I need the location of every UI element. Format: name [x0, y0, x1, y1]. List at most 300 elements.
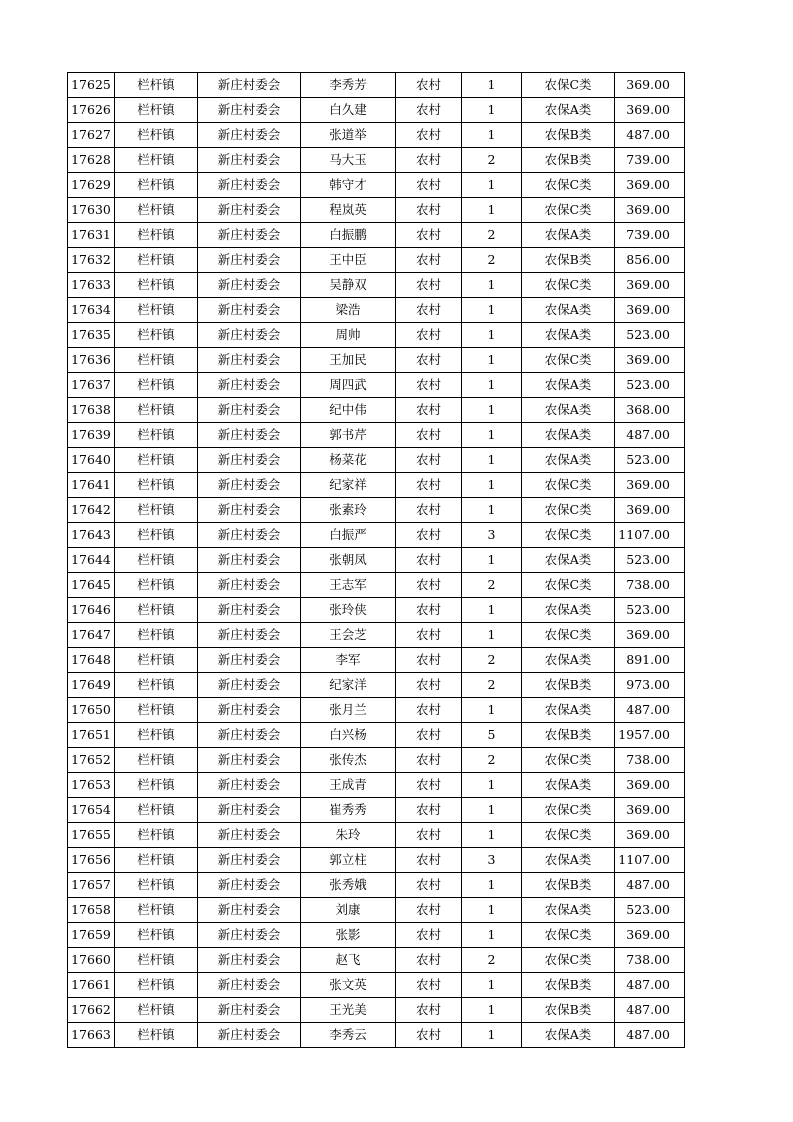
cell-town: 栏杆镇 [115, 348, 198, 373]
cell-record-id: 17640 [68, 448, 115, 473]
cell-area: 农村 [396, 848, 462, 873]
table-row [68, 448, 685, 473]
cell-name: 杨菜花 [301, 448, 396, 473]
cell-category: 农保B类 [522, 673, 615, 698]
table-row [68, 498, 685, 523]
cell-town: 栏杆镇 [115, 298, 198, 323]
cell-area: 农村 [396, 748, 462, 773]
cell-category: 农保B类 [522, 123, 615, 148]
cell-amount: 369.00 [615, 798, 685, 823]
cell-area: 农村 [396, 998, 462, 1023]
cell-name: 李军 [301, 648, 396, 673]
table-row [68, 373, 685, 398]
cell-record-id: 17652 [68, 748, 115, 773]
table-row [68, 673, 685, 698]
cell-amount: 487.00 [615, 423, 685, 448]
cell-amount: 523.00 [615, 598, 685, 623]
cell-amount: 369.00 [615, 623, 685, 648]
cell-amount: 369.00 [615, 498, 685, 523]
cell-area: 农村 [396, 123, 462, 148]
cell-count: 1 [462, 373, 522, 398]
cell-village: 新庄村委会 [198, 323, 301, 348]
cell-category: 农保A类 [522, 648, 615, 673]
table-row [68, 648, 685, 673]
cell-record-id: 17661 [68, 973, 115, 998]
cell-count: 1 [462, 898, 522, 923]
table-row [68, 123, 685, 148]
cell-name: 周帅 [301, 323, 396, 348]
cell-village: 新庄村委会 [198, 548, 301, 573]
table-row [68, 1023, 685, 1048]
cell-village: 新庄村委会 [198, 698, 301, 723]
cell-amount: 369.00 [615, 823, 685, 848]
cell-amount: 487.00 [615, 123, 685, 148]
cell-name: 白久建 [301, 98, 396, 123]
cell-category: 农保B类 [522, 998, 615, 1023]
cell-category: 农保C类 [522, 73, 615, 98]
cell-village: 新庄村委会 [198, 723, 301, 748]
cell-record-id: 17646 [68, 598, 115, 623]
cell-amount: 369.00 [615, 298, 685, 323]
cell-name: 李秀芳 [301, 73, 396, 98]
cell-village: 新庄村委会 [198, 273, 301, 298]
cell-village: 新庄村委会 [198, 98, 301, 123]
table-row [68, 898, 685, 923]
cell-category: 农保B类 [522, 873, 615, 898]
table-row [68, 948, 685, 973]
cell-area: 农村 [396, 773, 462, 798]
cell-town: 栏杆镇 [115, 923, 198, 948]
cell-village: 新庄村委会 [198, 248, 301, 273]
cell-count: 3 [462, 523, 522, 548]
cell-count: 1 [462, 398, 522, 423]
cell-name: 王中臣 [301, 248, 396, 273]
cell-name: 王志军 [301, 573, 396, 598]
cell-town: 栏杆镇 [115, 773, 198, 798]
cell-name: 白振鹏 [301, 223, 396, 248]
cell-category: 农保C类 [522, 198, 615, 223]
cell-name: 程岚英 [301, 198, 396, 223]
cell-name: 王光美 [301, 998, 396, 1023]
cell-area: 农村 [396, 448, 462, 473]
cell-category: 农保C类 [522, 523, 615, 548]
cell-record-id: 17625 [68, 73, 115, 98]
cell-town: 栏杆镇 [115, 123, 198, 148]
cell-name: 王加民 [301, 348, 396, 373]
cell-amount: 369.00 [615, 173, 685, 198]
cell-amount: 738.00 [615, 948, 685, 973]
cell-amount: 739.00 [615, 223, 685, 248]
records-table [67, 72, 685, 1048]
cell-area: 农村 [396, 823, 462, 848]
cell-category: 农保A类 [522, 398, 615, 423]
cell-town: 栏杆镇 [115, 548, 198, 573]
cell-village: 新庄村委会 [198, 123, 301, 148]
cell-village: 新庄村委会 [198, 773, 301, 798]
cell-village: 新庄村委会 [198, 148, 301, 173]
cell-category: 农保A类 [522, 298, 615, 323]
cell-area: 农村 [396, 648, 462, 673]
cell-area: 农村 [396, 423, 462, 448]
cell-name: 白振严 [301, 523, 396, 548]
cell-record-id: 17639 [68, 423, 115, 448]
cell-category: 农保A类 [522, 848, 615, 873]
cell-category: 农保C类 [522, 173, 615, 198]
cell-record-id: 17645 [68, 573, 115, 598]
cell-area: 农村 [396, 248, 462, 273]
cell-area: 农村 [396, 923, 462, 948]
cell-record-id: 17656 [68, 848, 115, 873]
cell-count: 1 [462, 998, 522, 1023]
cell-category: 农保C类 [522, 573, 615, 598]
cell-village: 新庄村委会 [198, 173, 301, 198]
cell-village: 新庄村委会 [198, 573, 301, 598]
cell-village: 新庄村委会 [198, 748, 301, 773]
cell-category: 农保A类 [522, 898, 615, 923]
cell-count: 1 [462, 448, 522, 473]
table-row [68, 798, 685, 823]
cell-record-id: 17660 [68, 948, 115, 973]
cell-town: 栏杆镇 [115, 973, 198, 998]
cell-area: 农村 [396, 348, 462, 373]
cell-count: 2 [462, 248, 522, 273]
cell-town: 栏杆镇 [115, 898, 198, 923]
cell-area: 农村 [396, 723, 462, 748]
cell-name: 梁浩 [301, 298, 396, 323]
cell-village: 新庄村委会 [198, 673, 301, 698]
cell-amount: 369.00 [615, 273, 685, 298]
cell-record-id: 17635 [68, 323, 115, 348]
cell-record-id: 17630 [68, 198, 115, 223]
cell-amount: 369.00 [615, 198, 685, 223]
cell-town: 栏杆镇 [115, 1023, 198, 1048]
cell-count: 1 [462, 173, 522, 198]
cell-name: 郭立柱 [301, 848, 396, 873]
table-row [68, 523, 685, 548]
table-row [68, 348, 685, 373]
cell-count: 5 [462, 723, 522, 748]
cell-record-id: 17628 [68, 148, 115, 173]
cell-record-id: 17648 [68, 648, 115, 673]
cell-area: 农村 [396, 598, 462, 623]
cell-town: 栏杆镇 [115, 623, 198, 648]
cell-count: 2 [462, 573, 522, 598]
cell-amount: 369.00 [615, 773, 685, 798]
cell-town: 栏杆镇 [115, 798, 198, 823]
cell-name: 张秀娥 [301, 873, 396, 898]
cell-town: 栏杆镇 [115, 673, 198, 698]
cell-name: 张影 [301, 923, 396, 948]
table-row [68, 923, 685, 948]
cell-town: 栏杆镇 [115, 573, 198, 598]
cell-town: 栏杆镇 [115, 848, 198, 873]
cell-area: 农村 [396, 573, 462, 598]
cell-record-id: 17636 [68, 348, 115, 373]
cell-record-id: 17650 [68, 698, 115, 723]
cell-count: 1 [462, 323, 522, 348]
cell-village: 新庄村委会 [198, 73, 301, 98]
cell-count: 3 [462, 848, 522, 873]
cell-amount: 487.00 [615, 1023, 685, 1048]
cell-village: 新庄村委会 [198, 498, 301, 523]
cell-name: 周四武 [301, 373, 396, 398]
cell-area: 农村 [396, 873, 462, 898]
cell-amount: 487.00 [615, 873, 685, 898]
cell-count: 1 [462, 273, 522, 298]
cell-village: 新庄村委会 [198, 473, 301, 498]
cell-village: 新庄村委会 [198, 898, 301, 923]
cell-amount: 738.00 [615, 573, 685, 598]
cell-category: 农保A类 [522, 223, 615, 248]
cell-area: 农村 [396, 223, 462, 248]
cell-record-id: 17626 [68, 98, 115, 123]
cell-amount: 369.00 [615, 98, 685, 123]
cell-amount: 487.00 [615, 698, 685, 723]
table-row [68, 398, 685, 423]
table-row [68, 473, 685, 498]
cell-name: 白兴杨 [301, 723, 396, 748]
cell-count: 1 [462, 473, 522, 498]
cell-name: 张文英 [301, 973, 396, 998]
cell-town: 栏杆镇 [115, 273, 198, 298]
cell-record-id: 17662 [68, 998, 115, 1023]
cell-village: 新庄村委会 [198, 848, 301, 873]
cell-amount: 487.00 [615, 973, 685, 998]
cell-town: 栏杆镇 [115, 873, 198, 898]
cell-amount: 369.00 [615, 923, 685, 948]
cell-category: 农保C类 [522, 948, 615, 973]
cell-village: 新庄村委会 [198, 923, 301, 948]
cell-record-id: 17634 [68, 298, 115, 323]
cell-village: 新庄村委会 [198, 598, 301, 623]
cell-amount: 1957.00 [615, 723, 685, 748]
cell-village: 新庄村委会 [198, 798, 301, 823]
cell-record-id: 17647 [68, 623, 115, 648]
cell-record-id: 17643 [68, 523, 115, 548]
cell-count: 1 [462, 623, 522, 648]
cell-name: 纪中伟 [301, 398, 396, 423]
cell-record-id: 17653 [68, 773, 115, 798]
cell-count: 1 [462, 73, 522, 98]
cell-category: 农保C类 [522, 748, 615, 773]
cell-area: 农村 [396, 273, 462, 298]
cell-record-id: 17632 [68, 248, 115, 273]
cell-record-id: 17649 [68, 673, 115, 698]
cell-name: 张玲侠 [301, 598, 396, 623]
cell-town: 栏杆镇 [115, 648, 198, 673]
cell-amount: 891.00 [615, 648, 685, 673]
cell-town: 栏杆镇 [115, 373, 198, 398]
cell-area: 农村 [396, 548, 462, 573]
cell-count: 1 [462, 98, 522, 123]
cell-name: 张传杰 [301, 748, 396, 773]
cell-count: 1 [462, 123, 522, 148]
cell-count: 1 [462, 348, 522, 373]
cell-count: 1 [462, 548, 522, 573]
cell-area: 农村 [396, 98, 462, 123]
cell-amount: 487.00 [615, 998, 685, 1023]
table-row [68, 698, 685, 723]
cell-amount: 523.00 [615, 448, 685, 473]
cell-category: 农保A类 [522, 698, 615, 723]
cell-village: 新庄村委会 [198, 373, 301, 398]
cell-name: 王会芝 [301, 623, 396, 648]
cell-record-id: 17629 [68, 173, 115, 198]
cell-amount: 973.00 [615, 673, 685, 698]
table-row [68, 823, 685, 848]
cell-record-id: 17638 [68, 398, 115, 423]
table-row [68, 723, 685, 748]
cell-category: 农保A类 [522, 773, 615, 798]
cell-category: 农保A类 [522, 448, 615, 473]
table-row [68, 573, 685, 598]
cell-name: 李秀云 [301, 1023, 396, 1048]
table-row [68, 773, 685, 798]
cell-village: 新庄村委会 [198, 523, 301, 548]
cell-category: 农保B类 [522, 723, 615, 748]
table-row [68, 223, 685, 248]
cell-name: 王成青 [301, 773, 396, 798]
table-row [68, 73, 685, 98]
cell-record-id: 17644 [68, 548, 115, 573]
cell-town: 栏杆镇 [115, 173, 198, 198]
cell-count: 2 [462, 148, 522, 173]
cell-record-id: 17631 [68, 223, 115, 248]
table-row [68, 273, 685, 298]
cell-record-id: 17642 [68, 498, 115, 523]
cell-town: 栏杆镇 [115, 823, 198, 848]
cell-area: 农村 [396, 73, 462, 98]
cell-name: 张素玲 [301, 498, 396, 523]
cell-amount: 369.00 [615, 348, 685, 373]
cell-area: 农村 [396, 798, 462, 823]
cell-record-id: 17658 [68, 898, 115, 923]
table-row [68, 98, 685, 123]
table-row [68, 248, 685, 273]
cell-category: 农保A类 [522, 423, 615, 448]
cell-name: 纪家洋 [301, 673, 396, 698]
cell-count: 1 [462, 598, 522, 623]
cell-category: 农保C类 [522, 273, 615, 298]
cell-village: 新庄村委会 [198, 648, 301, 673]
cell-record-id: 17651 [68, 723, 115, 748]
cell-town: 栏杆镇 [115, 323, 198, 348]
cell-name: 郭书芹 [301, 423, 396, 448]
cell-name: 张月兰 [301, 698, 396, 723]
cell-area: 农村 [396, 673, 462, 698]
cell-village: 新庄村委会 [198, 423, 301, 448]
table-row [68, 623, 685, 648]
cell-area: 农村 [396, 398, 462, 423]
cell-count: 2 [462, 948, 522, 973]
cell-count: 1 [462, 423, 522, 448]
table-row [68, 548, 685, 573]
cell-town: 栏杆镇 [115, 398, 198, 423]
cell-amount: 523.00 [615, 323, 685, 348]
cell-village: 新庄村委会 [198, 973, 301, 998]
cell-count: 1 [462, 773, 522, 798]
table-row [68, 298, 685, 323]
cell-amount: 739.00 [615, 148, 685, 173]
cell-name: 马大玉 [301, 148, 396, 173]
cell-count: 2 [462, 223, 522, 248]
cell-amount: 369.00 [615, 73, 685, 98]
table-row [68, 998, 685, 1023]
cell-amount: 1107.00 [615, 848, 685, 873]
cell-record-id: 17627 [68, 123, 115, 148]
cell-area: 农村 [396, 973, 462, 998]
cell-area: 农村 [396, 148, 462, 173]
cell-count: 1 [462, 498, 522, 523]
cell-category: 农保A类 [522, 548, 615, 573]
cell-area: 农村 [396, 473, 462, 498]
cell-area: 农村 [396, 1023, 462, 1048]
cell-village: 新庄村委会 [198, 823, 301, 848]
cell-record-id: 17657 [68, 873, 115, 898]
cell-name: 崔秀秀 [301, 798, 396, 823]
cell-amount: 856.00 [615, 248, 685, 273]
cell-category: 农保A类 [522, 1023, 615, 1048]
cell-count: 2 [462, 648, 522, 673]
table-row [68, 148, 685, 173]
cell-town: 栏杆镇 [115, 248, 198, 273]
cell-count: 2 [462, 748, 522, 773]
cell-record-id: 17655 [68, 823, 115, 848]
cell-village: 新庄村委会 [198, 223, 301, 248]
table-row [68, 973, 685, 998]
cell-amount: 369.00 [615, 473, 685, 498]
cell-category: 农保C类 [522, 473, 615, 498]
cell-count: 1 [462, 923, 522, 948]
cell-town: 栏杆镇 [115, 423, 198, 448]
table-row [68, 873, 685, 898]
cell-category: 农保A类 [522, 323, 615, 348]
cell-town: 栏杆镇 [115, 948, 198, 973]
cell-name: 纪家祥 [301, 473, 396, 498]
cell-count: 1 [462, 823, 522, 848]
cell-name: 刘康 [301, 898, 396, 923]
cell-village: 新庄村委会 [198, 348, 301, 373]
table-row [68, 598, 685, 623]
cell-category: 农保B类 [522, 973, 615, 998]
cell-record-id: 17637 [68, 373, 115, 398]
cell-count: 2 [462, 673, 522, 698]
cell-record-id: 17663 [68, 1023, 115, 1048]
table-row [68, 848, 685, 873]
table-body [68, 73, 685, 1048]
cell-village: 新庄村委会 [198, 1023, 301, 1048]
cell-village: 新庄村委会 [198, 198, 301, 223]
cell-area: 农村 [396, 948, 462, 973]
cell-name: 赵飞 [301, 948, 396, 973]
cell-record-id: 17659 [68, 923, 115, 948]
cell-category: 农保A类 [522, 98, 615, 123]
cell-category: 农保C类 [522, 798, 615, 823]
cell-town: 栏杆镇 [115, 998, 198, 1023]
cell-town: 栏杆镇 [115, 698, 198, 723]
cell-town: 栏杆镇 [115, 223, 198, 248]
cell-town: 栏杆镇 [115, 148, 198, 173]
cell-count: 1 [462, 798, 522, 823]
cell-village: 新庄村委会 [198, 623, 301, 648]
cell-count: 1 [462, 973, 522, 998]
cell-town: 栏杆镇 [115, 473, 198, 498]
cell-village: 新庄村委会 [198, 873, 301, 898]
table-row [68, 173, 685, 198]
cell-area: 农村 [396, 323, 462, 348]
table-row [68, 423, 685, 448]
cell-name: 吴静双 [301, 273, 396, 298]
